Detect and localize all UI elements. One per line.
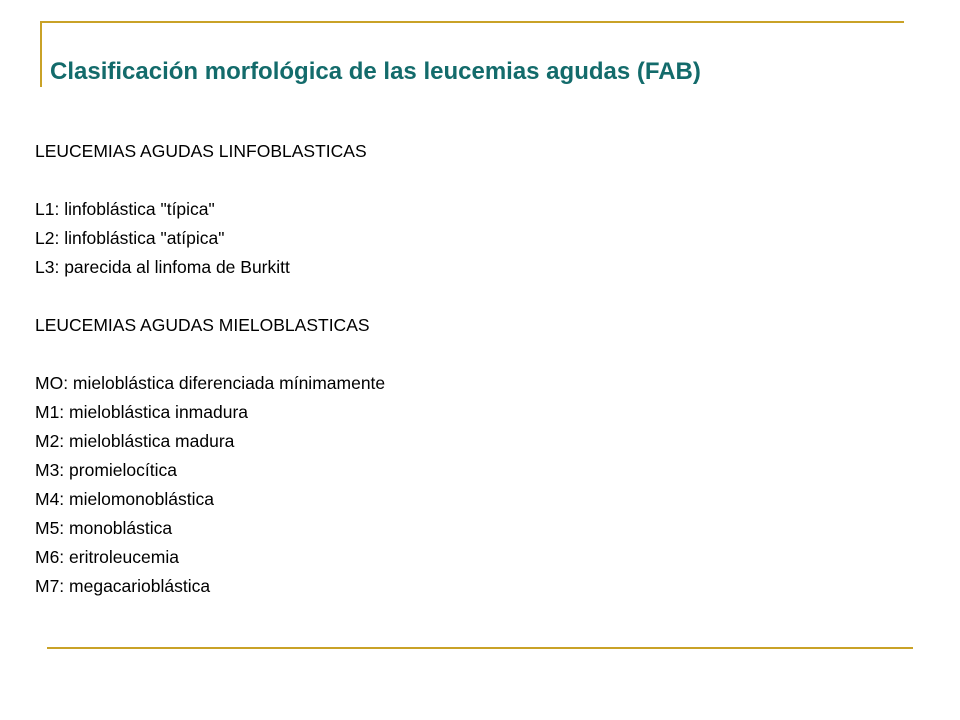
spacer	[35, 340, 915, 369]
list-item-m7: M7: megacarioblástica	[35, 576, 211, 596]
top-rule	[40, 21, 904, 23]
slide-title: Clasificación morfológica de las leucemias agudas (FAB)	[50, 58, 701, 85]
list-item-m2: M2: mieloblástica madura	[35, 431, 235, 451]
list-item-m5: M5: monoblástica	[35, 518, 173, 538]
list-item-l1: L1: linfoblástica "típica"	[35, 199, 215, 219]
myeloblastic-heading: LEUCEMIAS AGUDAS MIELOBLASTICAS	[35, 315, 370, 335]
list-item-l2: L2: linfoblástica "atípica"	[35, 228, 225, 248]
list-item-m4: M4: mielomonoblástica	[35, 489, 214, 509]
list-item-m0: MO: mieloblástica diferenciada mínimamente	[35, 373, 386, 393]
slide-body	[35, 137, 915, 601]
list-item-l3: L3: parecida al linfoma de Burkitt	[35, 257, 290, 277]
list-item-m6: M6: eritroleucemia	[35, 547, 179, 567]
spacer	[35, 166, 915, 195]
spacer	[35, 282, 915, 311]
bottom-rule	[47, 647, 913, 649]
left-rule	[40, 21, 42, 87]
list-item-m1: M1: mieloblástica inmadura	[35, 402, 249, 422]
list-item-m3: M3: promielocítica	[35, 460, 177, 480]
lymphoblastic-heading: LEUCEMIAS AGUDAS LINFOBLASTICAS	[35, 141, 367, 161]
